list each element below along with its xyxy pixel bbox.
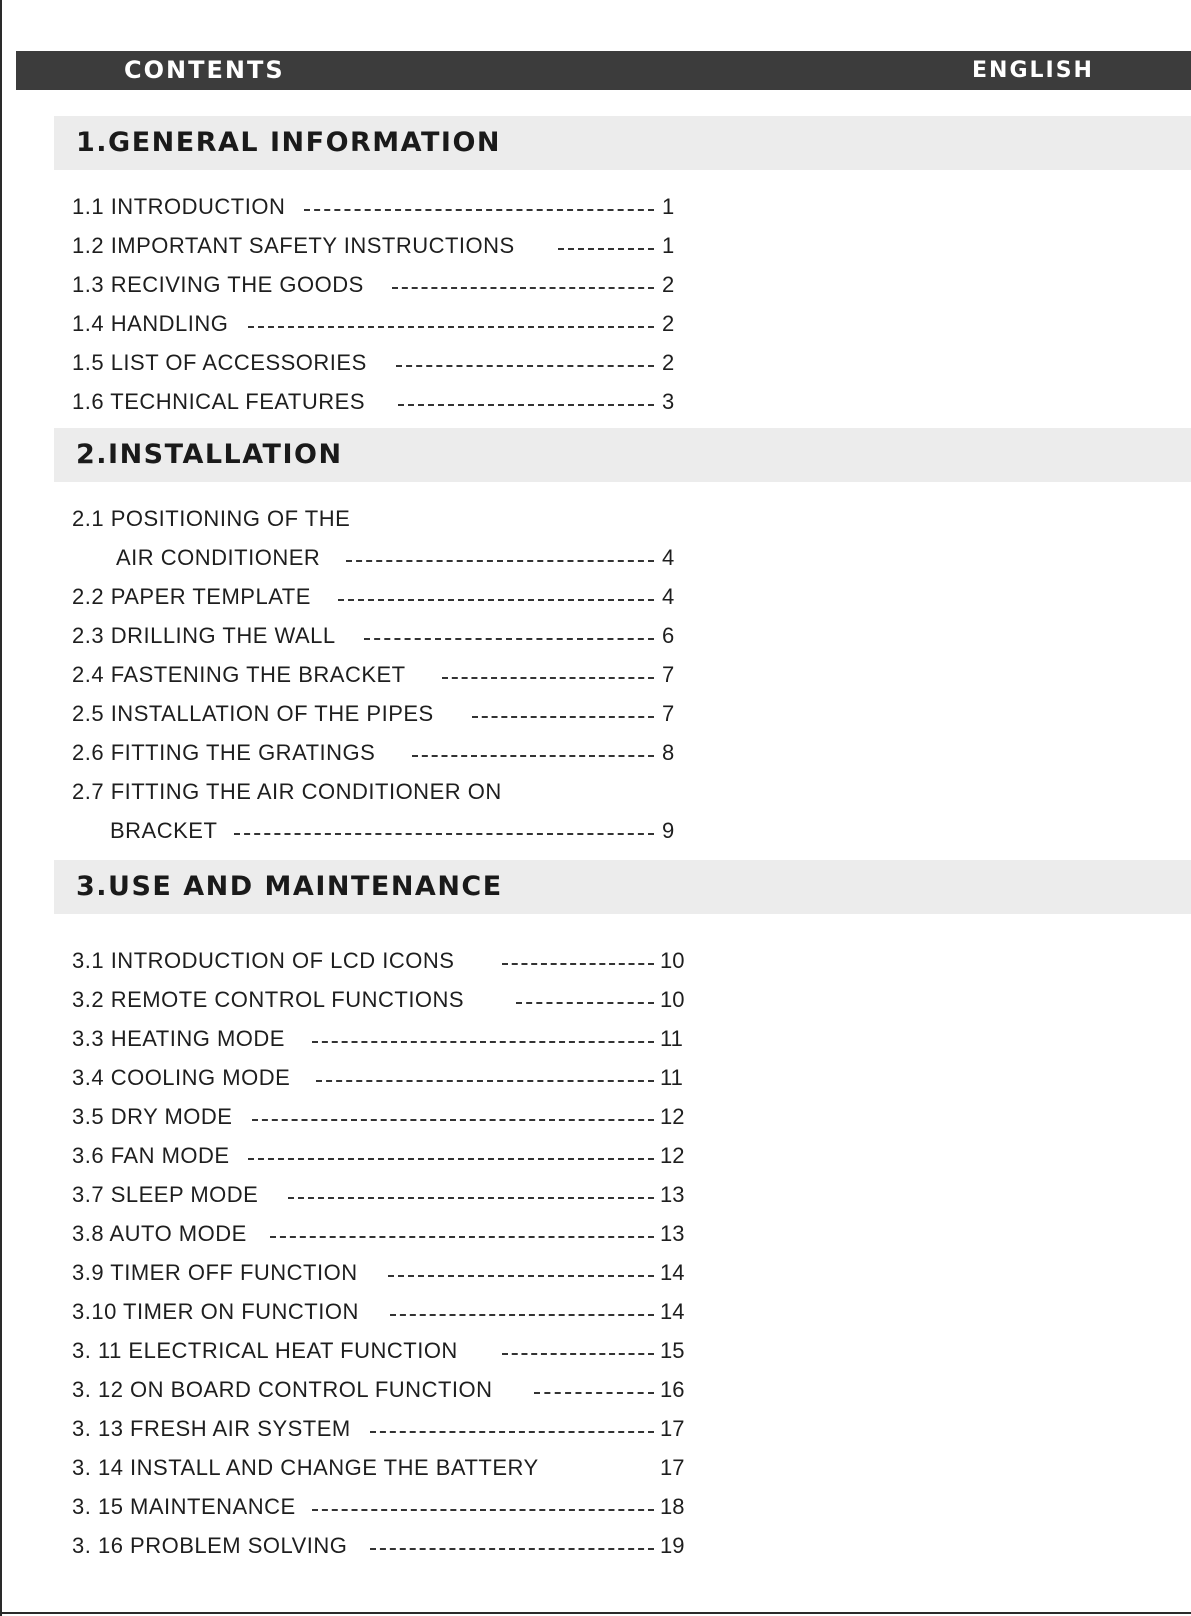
toc-leader-dots [398, 404, 654, 406]
toc-leader-dots [304, 209, 654, 211]
toc-entry-label: 3.3 HEATING MODE [72, 1026, 285, 1051]
toc-entry-page: 9 [662, 818, 675, 843]
toc-leader-dots [534, 1392, 654, 1394]
toc-leader-dots [338, 599, 654, 601]
toc-entry-label: 3. 12 ON BOARD CONTROL FUNCTION [72, 1377, 493, 1402]
toc-entry-page: 19 [660, 1533, 685, 1558]
page-bottom-border [0, 1612, 1191, 1614]
toc-leader-dots [392, 287, 654, 289]
toc-leader-dots [234, 833, 654, 835]
toc-leader-dots [312, 1041, 654, 1043]
toc-entry-label: 3.8 AUTO MODE [72, 1221, 247, 1246]
toc-leader-dots [248, 326, 654, 328]
toc-entry-page: 14 [660, 1299, 685, 1324]
page-left-border [0, 0, 2, 1616]
toc-entry-page: 2 [662, 272, 675, 297]
toc-entry-label: 1.2 IMPORTANT SAFETY INSTRUCTIONS [72, 233, 515, 258]
toc-entry-label: 3.5 DRY MODE [72, 1104, 233, 1129]
toc-entry-label: 3. 16 PROBLEM SOLVING [72, 1533, 348, 1558]
toc-leader-dots [388, 1275, 654, 1277]
toc-leader-dots [558, 248, 654, 250]
toc-entry-label: 2.6 FITTING THE GRATINGS [72, 740, 376, 765]
toc-leader-dots [502, 1353, 654, 1355]
toc-entry-label: 1.6 TECHNICAL FEATURES [72, 389, 365, 414]
toc-entry-page: 14 [660, 1260, 685, 1285]
toc-entry-page: 1 [662, 194, 675, 219]
toc-entry-label-continued: AIR CONDITIONER [116, 545, 321, 570]
toc-entry-label: 1.1 INTRODUCTION [72, 194, 286, 219]
toc-entry-page: 13 [660, 1182, 685, 1207]
section-installation [54, 428, 1191, 482]
toc-entry-label: 2.7 FITTING THE AIR CONDITIONER ON [72, 779, 502, 804]
toc-entry-label: 3. 11 ELECTRICAL HEAT FUNCTION [72, 1338, 458, 1363]
section-use-and-maintenance [54, 860, 1191, 914]
toc-leader-dots [516, 1002, 654, 1004]
toc-leader-dots [442, 677, 654, 679]
section-title: 1.GENERAL INFORMATION [76, 127, 501, 158]
toc-entry-page: 17 [660, 1455, 685, 1480]
toc-entry-page: 3 [662, 389, 675, 414]
toc-leader-dots [502, 963, 654, 965]
toc-entry-label-continued: BRACKET [110, 818, 218, 843]
section-title: 3.USE AND MAINTENANCE [76, 871, 503, 902]
toc-leader-dots [288, 1197, 654, 1199]
toc-entry-page: 4 [662, 584, 675, 609]
toc-leader-dots [390, 1314, 654, 1316]
toc-entry-page: 4 [662, 545, 675, 570]
toc-leader-dots [412, 755, 654, 757]
toc-entry-page: 11 [660, 1026, 683, 1051]
toc-entry-page: 15 [660, 1338, 685, 1363]
language-label: ENGLISH [972, 58, 1094, 83]
toc-leader-dots [370, 1548, 654, 1550]
toc-entry-page: 1 [662, 233, 675, 258]
toc-leader-dots [248, 1158, 654, 1160]
toc-entry-page: 11 [660, 1065, 683, 1090]
toc-entry-label: 2.5 INSTALLATION OF THE PIPES [72, 701, 434, 726]
toc-entry-label: 3.6 FAN MODE [72, 1143, 230, 1168]
toc-leader-dots [396, 365, 654, 367]
toc-leader-dots [346, 560, 654, 562]
toc-leader-dots [364, 638, 654, 640]
toc-entry-page: 16 [660, 1377, 685, 1402]
toc-entry-label: 3.7 SLEEP MODE [72, 1182, 259, 1207]
toc-leader-dots [370, 1431, 654, 1433]
toc-leader-dots [316, 1080, 654, 1082]
section-general-information [54, 116, 1191, 170]
toc-leader-dots [252, 1119, 654, 1121]
toc-entry-label: 3.4 COOLING MODE [72, 1065, 291, 1090]
toc-entry-label: 2.4 FASTENING THE BRACKET [72, 662, 406, 687]
toc-entry-page: 8 [662, 740, 675, 765]
toc-entry-page: 10 [660, 948, 685, 973]
toc-entry-label: 3.1 INTRODUCTION OF LCD ICONS [72, 948, 455, 973]
toc-entry-page: 7 [662, 662, 675, 687]
toc-entry-page: 17 [660, 1416, 685, 1441]
toc-leader-dots [312, 1509, 654, 1511]
toc-entry-page: 2 [662, 350, 675, 375]
toc-entry-label: 3. 15 MAINTENANCE [72, 1494, 296, 1519]
contents-header-bar [16, 51, 1191, 90]
toc-entry-page: 6 [662, 623, 675, 648]
toc-entry-label: 2.2 PAPER TEMPLATE [72, 584, 311, 609]
toc-entry-page: 12 [660, 1143, 685, 1168]
toc-entry-page: 10 [660, 987, 685, 1012]
toc-entry-label: 1.3 RECIVING THE GOODS [72, 272, 364, 297]
toc-entry-page: 13 [660, 1221, 685, 1246]
contents-title: CONTENTS [124, 56, 285, 84]
toc-leader-dots [472, 716, 654, 718]
toc-entry-label: 1.5 LIST OF ACCESSORIES [72, 350, 367, 375]
section-title: 2.INSTALLATION [76, 439, 343, 470]
toc-entry-page: 18 [660, 1494, 685, 1519]
toc-entry-page: 12 [660, 1104, 685, 1129]
toc-entry-label: 3.2 REMOTE CONTROL FUNCTIONS [72, 987, 465, 1012]
toc-entry-label: 2.3 DRILLING THE WALL [72, 623, 336, 648]
toc-entry-label: 3.10 TIMER ON FUNCTION [72, 1299, 359, 1324]
toc-entry-label: 3.9 TIMER OFF FUNCTION [72, 1260, 358, 1285]
toc-entry-label: 3. 13 FRESH AIR SYSTEM [72, 1416, 351, 1441]
toc-entry-page: 2 [662, 311, 675, 336]
toc-entry-label: 2.1 POSITIONING OF THE [72, 506, 351, 531]
toc-entry-label: 1.4 HANDLING [72, 311, 229, 336]
toc-entry-page: 7 [662, 701, 675, 726]
toc-leader-dots [270, 1236, 654, 1238]
toc-entry-label: 3. 14 INSTALL AND CHANGE THE BATTERY [72, 1455, 539, 1480]
